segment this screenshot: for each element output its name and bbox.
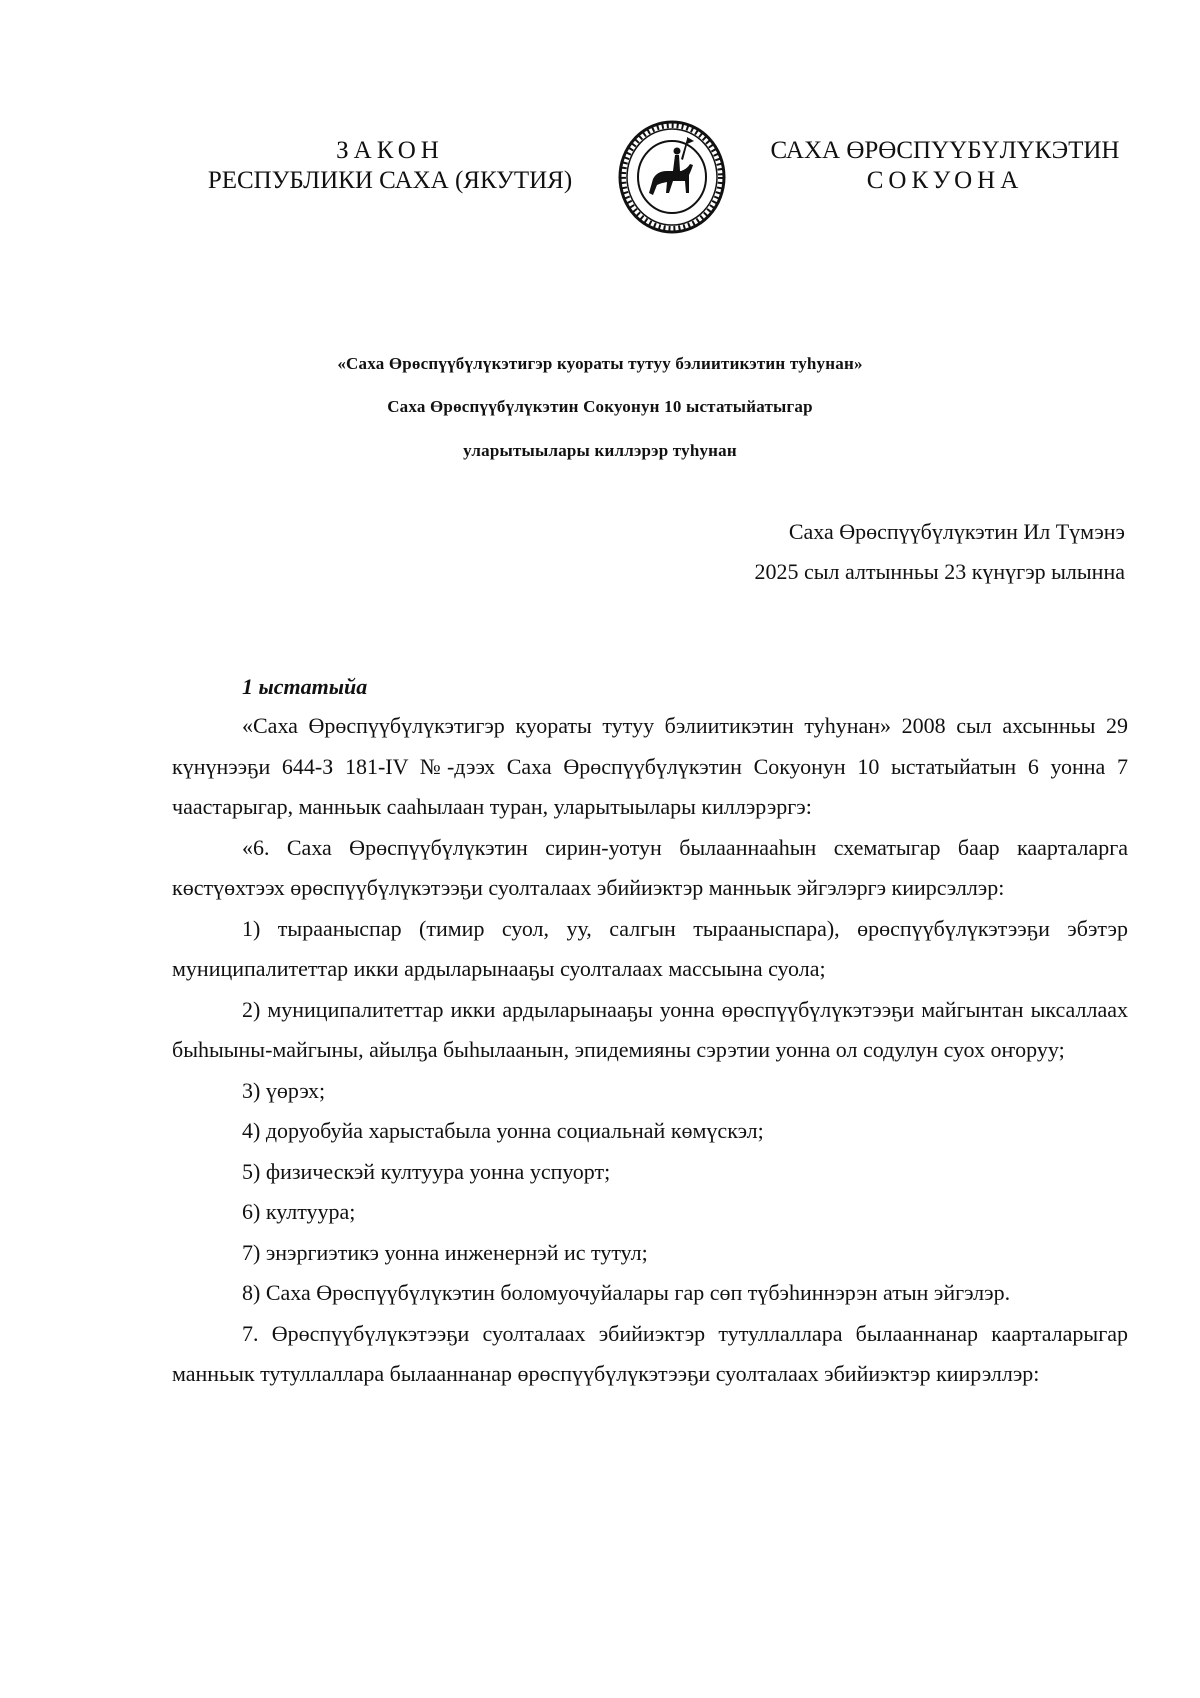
article-list-item-3: 3) үөрэх; [242, 1077, 326, 1103]
document-title-line-2: Саха Өрөспүүбүлүкэтин Сокуонун 10 ыстатыйатыгар [387, 397, 813, 416]
header-law-label: ЗАКОН [336, 137, 444, 164]
article-list-item-6: 6) култуура; [242, 1199, 356, 1224]
republic-emblem-icon [617, 119, 727, 235]
article-paragraph-part-6: «6. Саха Өрөспүүбүлүкэтин сирин-уотун былааннааһын схематыгар баар каарталарга көстүөхтээх өрөспүүбүлүкэтээҕи суолталаах эбийиэктэр манньык эйгэлэргэ киирсэллэр: [172, 834, 1128, 900]
article-body [172, 706, 1128, 1395]
adoption-body: Саха Өрөспүүбүлүкэтин Ил Түмэнэ [788, 519, 1125, 544]
article-paragraph-intro: «Саха Өрөспүүбүлүкэтигэр куораты тутуу бэлиитикэтин туһунан» 2008 сыл ахсынньы 29 күнүнээҕи 644-З 181-IV №-дээх Саха Өрөспүүбүлүкэтин Сокуонун 10 ыстатыйатын 6 уонна 7 чаастарыгар, манньык сааһылаан туран, уларытыылары киллэрэргэ: [172, 713, 1128, 819]
document-title-line-3: уларытыылары киллэрэр туһунан [463, 441, 737, 460]
adoption-note [755, 512, 1126, 592]
header-law-sakha-label: СОКУОНА [866, 167, 1024, 194]
article-list-item-5: 5) физическэй култуура уонна успуорт; [242, 1158, 611, 1184]
article-list-item-7: 7) энэргиэтикэ уонна инженернэй ис тутул; [242, 1239, 648, 1265]
header-left [200, 136, 580, 196]
article-list-item-4: 4) доруобуйа харыстабыла уонна социальнай көмүскэл; [242, 1118, 764, 1143]
adoption-date: 2025 сыл алтынньы 23 күнүгэр ылынна [754, 559, 1125, 584]
article-list-item-8: 8) Саха Өрөспүүбүлүкэтин боломуочуйалары гар сөп түбэһиннэрэн атын эйгэлэр. [242, 1280, 1011, 1305]
header-republic-sakha-label: САХА ӨРӨСПҮҮБҮЛҮКЭТИН [770, 137, 1120, 164]
article-list-item-2: 2) муниципалитеттар икки ардыларынааҕы уонна өрөспүүбүлүкэтээҕи майгынтан ыксаллаах быһыыны-майгыны, айылҕа быһылаанын, эпидемияны сэрэтии уонна ол содулун суох оҥоруу; [172, 996, 1128, 1062]
header-right [770, 136, 1120, 196]
document-title-line-1: «Саха Өрөспүүбүлүкэтигэр куораты тутуу бэлиитикэтин туһунан» [337, 354, 863, 373]
article-heading: 1 ыстатыйа [242, 674, 368, 699]
article-list-item-1: 1) тырааныспар (тимир суол, уу, салгын тырааныспара), өрөспүүбүлүкэтээҕи эбэтэр муниципалитеттар икки ардыларынааҕы суолталаах массыына суола; [172, 915, 1128, 981]
article-paragraph-part-7: 7. Өрөспүүбүлүкэтээҕи суолталаах эбийиэктэр тутуллаллара былааннанар каарталарыгар манньык тутуллаллара былааннанар өрөспүүбүлүкэтээҕи суолталаах эбийиэктэр киирэллэр: [172, 1320, 1128, 1386]
header-republic-label: РЕСПУБЛИКИ САХА (ЯКУТИЯ) [207, 167, 573, 194]
